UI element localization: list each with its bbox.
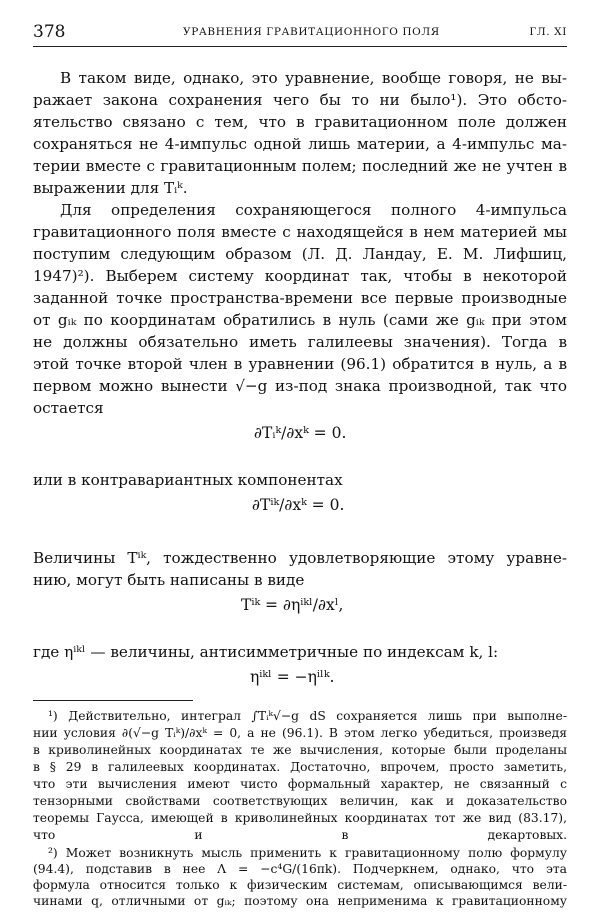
paragraph-1-line: В таком виде, однако, это уравнение, вообще говоря, не вы- bbox=[60, 69, 567, 87]
page-number: 378 bbox=[33, 22, 66, 42]
footnote-1-line: ¹) Действительно, интеграл ∫Tᵢᵏ√−g dS сохраняется лишь при выполне- bbox=[48, 709, 567, 723]
footnote-1-line: теоремы Гаусса, имеющей в криволинейных координатах тот же вид (83.17), bbox=[33, 811, 567, 825]
paragraph-1-line: сохраняться не 4-импульс одной лишь материи, а 4-импульс ма- bbox=[33, 135, 567, 153]
footnote-1-line: в криволинейных координатах те же вычисления, которые были проделаны bbox=[33, 743, 567, 757]
footnote-1-line: что эти вычисления имеют чисто формальный характер, не связанный с bbox=[33, 777, 567, 791]
footnote-1-line: тензорными свойствами соответствующих величин, как и доказательство bbox=[33, 794, 567, 808]
text-line: или в контравариантных компонентах bbox=[33, 471, 343, 489]
paragraph-2-line: этой точке второй член в уравнении (96.1) обратится в нуль, а в bbox=[33, 355, 567, 373]
paragraph-2-line: от gᵢₖ по координатам обратились в нуль (сами же gᵢₖ при этом bbox=[33, 311, 567, 329]
running-title: УРАВНЕНИЯ ГРАВИТАЦИОННОГО ПОЛЯ bbox=[183, 26, 440, 38]
paragraph-2-line: Для определения сохраняющегося полного 4-импульса bbox=[60, 201, 567, 219]
footnote-2-line: (94.4), подставив в нее Λ = −c⁴G/(16πk). Подчеркнем, однако, что эта bbox=[33, 862, 567, 876]
paragraph-1-line: терии вместе с гравитационным полем; последний же не учтен в bbox=[33, 157, 567, 175]
running-header bbox=[33, 22, 567, 47]
text-line: где ηⁱᵏˡ — величины, антисимметричные по индексам k, l: bbox=[33, 643, 499, 661]
paragraph-2-line: гравитационного поля вместе с находящейся в нем материей мы bbox=[33, 223, 567, 241]
equation-2: ∂Tⁱᵏ/∂xᵏ = 0. bbox=[252, 496, 345, 514]
paragraph-1-line: выражении для Tᵢᵏ. bbox=[33, 179, 188, 197]
chapter-label: ГЛ. XI bbox=[529, 26, 567, 38]
equation-4: ηⁱᵏˡ = −ηⁱˡᵏ. bbox=[250, 668, 335, 686]
footnote-2-line: формула относится только к физическим системам, описывающимся вели- bbox=[33, 878, 567, 892]
paragraph-2-line: 1947)²). Выберем систему координат так, чтобы в некоторой bbox=[33, 267, 567, 285]
paragraph-2-line: заданной точке пространства-времени все первые производные bbox=[33, 289, 567, 307]
paragraph-1-line: ятельство связано с тем, что в гравитационном поле должен bbox=[33, 113, 567, 131]
paragraph-2-line: не должны обязательно иметь галилеевы значения). Тогда в bbox=[33, 333, 567, 351]
footnote-1-line: нии условия ∂(√−g Tᵢᵏ)/∂xᵏ = 0, а не (96.1). В этом легко убедиться, произведя bbox=[33, 726, 567, 740]
paragraph-2-line: остается bbox=[33, 399, 104, 417]
footnote-separator bbox=[33, 700, 193, 701]
paragraph-2-line: поступим следующим образом (Л. Д. Ландау, Е. М. Лифшиц, bbox=[33, 245, 567, 263]
footnote-2-line: чинами q, отличными от gᵢₖ; поэтому она неприменима к гравитационному bbox=[33, 894, 567, 908]
equation-3: Tⁱᵏ = ∂ηⁱᵏˡ/∂xˡ, bbox=[241, 596, 344, 614]
equation-1: ∂Tᵢᵏ/∂xᵏ = 0. bbox=[254, 424, 347, 442]
footnote-1-line: что и в декартовых. bbox=[33, 828, 567, 842]
paragraph-1-line: ражает закона сохранения чего бы то ни было¹). Это обсто- bbox=[33, 91, 567, 109]
paragraph-3-line: нию, могут быть написаны в виде bbox=[33, 571, 305, 589]
footnote-2-line: ²) Может возникнуть мысль применить к гравитационному полю формулу bbox=[48, 846, 567, 860]
paragraph-2-line: первом можно вынести √−g из-под знака производной, так что bbox=[33, 377, 567, 395]
footnote-1-line: в § 29 в галилеевых координатах. Достаточно, впрочем, просто заметить, bbox=[33, 760, 567, 774]
paragraph-3-line: Величины Tⁱᵏ, тождественно удовлетворяющие этому уравне- bbox=[33, 549, 567, 567]
